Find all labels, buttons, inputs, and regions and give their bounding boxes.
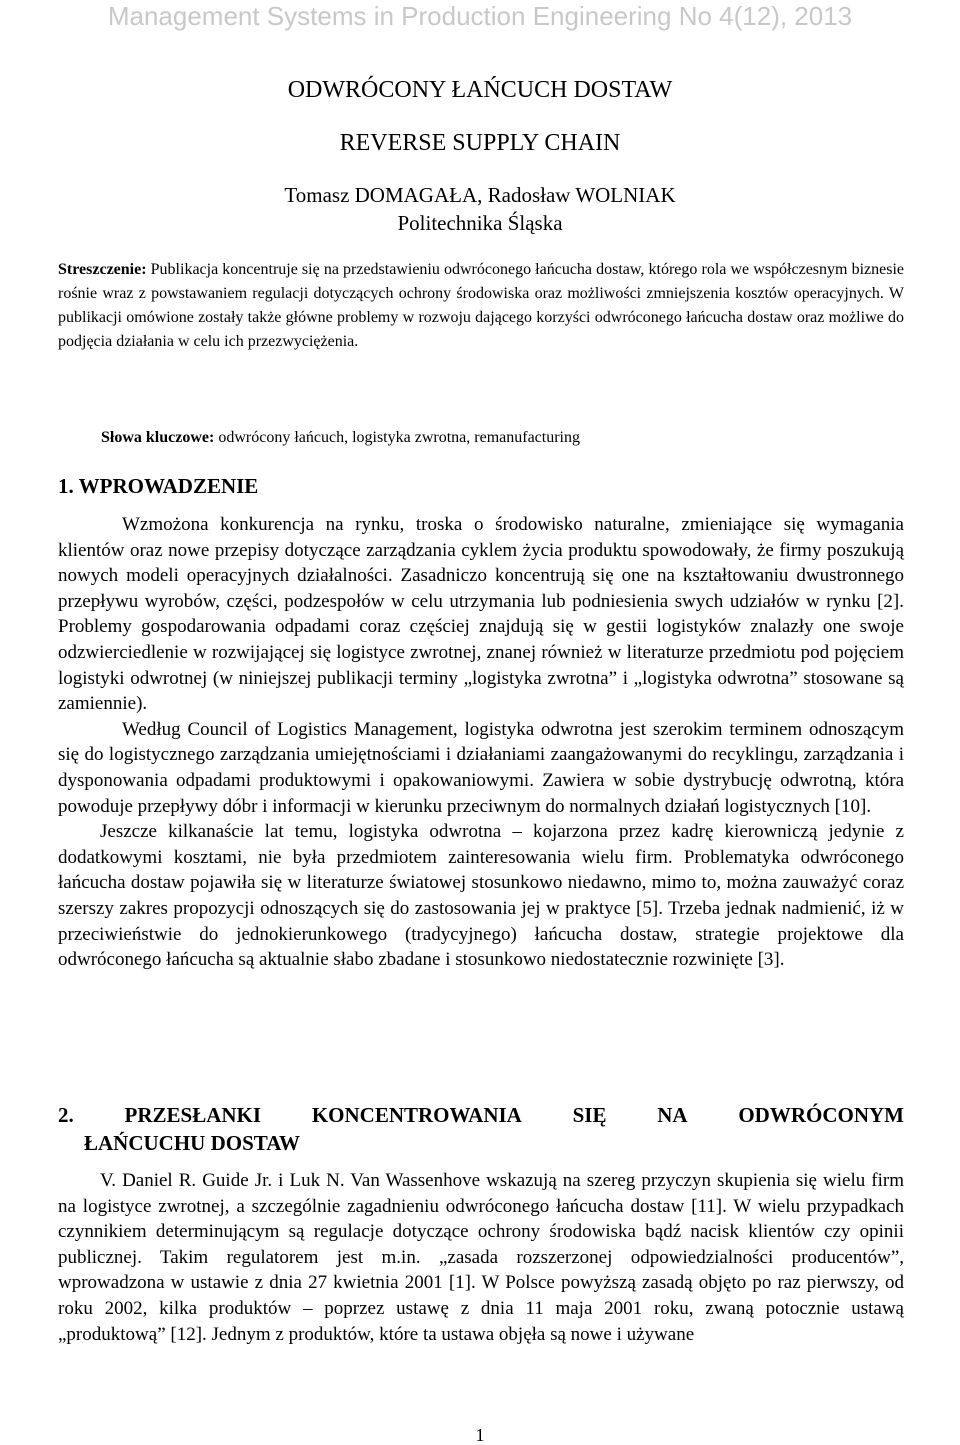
page-number: 1: [475, 1425, 485, 1445]
section-2-heading: [58, 1101, 904, 1157]
heading-word: KONCENTROWANIA: [311, 1103, 522, 1127]
paragraph: Według Council of Logistics Management, logistyka odwrotna jest szerokim terminem odnoszącym się do logistycznego zarządzania umiejętnościami i działaniami zaangażowanymi do recyklingu, zarządzania i dysponowania odpadami produktowymi i opakowaniowymi. Zawiera w sobie dystrybucję odwrotną, która powoduje przepływy dóbr i informacji w kierunku przeciwnym do normalnych działań logistycznych [10].: [58, 718, 904, 817]
paragraph: Jeszcze kilkanaście lat temu, logistyka odwrotna – kojarzona przez kadrę kierowniczą jedynie z dodatkowymi kosztami, nie była przedmiotem zainteresowania wielu firm. Problematyka odwróconego łańcucha dostaw pojawiła się w literaturze światowej stosunkowo niedawno, mimo to, można zauważyć coraz szerszy zakres propozycji odnoszących się do zastosowania jej w praktyce [5]. Trzeba jednak nadmienić, iż w przeciwieństwie do jednokierunkowego (tradycyjnego) łańcucha dostaw, strategie projektowe dla odwróconego łańcucha są aktualnie słabo zbadane i stosunkowo niedostatecznie rozwinięte [3].: [58, 821, 904, 971]
keywords-label: Słowa kluczowe:: [101, 429, 215, 446]
paper-title-polish: ODWRÓCONY ŁAŃCUCH DOSTAW: [287, 77, 673, 103]
authors: Tomasz DOMAGAŁA, Radosław WOLNIAK: [284, 183, 676, 207]
abstract: [58, 258, 904, 354]
keywords-text: odwrócony łańcuch, logistyka zwrotna, remanufacturing: [214, 429, 580, 446]
heading-line-2: ŁAŃCUCHU DOSTAW: [84, 1131, 301, 1155]
section-1-body: [58, 512, 904, 973]
heading-word: 2.: [58, 1103, 74, 1127]
keywords: [101, 426, 904, 450]
paragraph: Wzmożona konkurencja na rynku, troska o środowisko naturalne, zmieniające się wymagania klientów oraz nowe przepisy dotyczące zarządzania cyklem życia produktu spowodowały, że firmy poszukują nowych modeli operacyjnych działalności. Zasadniczo koncentrują się one na kształtowaniu dwustronnego przepływu wyrobów, części, podzespołów w celu utrzymania lub podniesienia swych udziałów w rynku [2]. Problemy gospodarowania odpadami coraz częściej znajdują się w gestii logistyków znalazły one swoje odzwierciedlenie w rozwijającej się logistyce zwrotnej, znanej również w literaturze przedmiotu pod pojęciem logistyki odwrotnej (w niniejszej publikacji terminy „logistyka zwrotna” i „logistyka odwrotna” stosowane są zamiennie).: [58, 514, 904, 715]
abstract-text: Publikacja koncentruje się na przedstawieniu odwróconego łańcucha dostaw, którego rola we współczesnym biznesie rośnie wraz z powstawaniem regulacji dotyczących ochrony środowiska oraz możliwości zmniejszenia kosztów operacyjnych. W publikacji omówione zostały także główne problemy w rozwoju dającego korzyści odwróconego łańcucha dostaw oraz możliwe do podjęcia działania w celu ich przezwyciężenia.: [58, 261, 904, 350]
journal-header: Management Systems in Production Engineering No 4(12), 2013: [107, 1, 853, 31]
heading-word: PRZESŁANKI: [124, 1103, 262, 1127]
section-2-body: [58, 1168, 904, 1347]
paper-title-english: REVERSE SUPPLY CHAIN: [339, 130, 621, 156]
heading-word: ODWRÓCONYM: [738, 1103, 904, 1127]
section-1-heading: 1. WPROWADZENIE: [58, 474, 259, 498]
abstract-label: Streszczenie:: [58, 261, 147, 278]
paragraph: V. Daniel R. Guide Jr. i Luk N. Van Wassenhove wskazują na szereg przyczyn skupienia się wielu firm na logistyce zwrotnej, a szczególnie zagadnieniu odwróconego łańcucha dostaw [11]. W wielu przypadkach czynnikiem determinującym są regulacje dotyczące ochrony środowiska bądź nacisk klientów czy opinii publicznej. Takim regulatorem jest m.in. „zasada rozszerzonej odpowiedzialności producentów”, wprowadzona w ustawie z dnia 27 kwietnia 2001 [1]. W Polsce powyższą zasadą objęto po raz pierwszy, od roku 2002, kilka produktów – poprzez ustawę z dnia 11 maja 2001 roku, zwaną potocznie ustawą „produktową” [12]. Jednym z produktów, które ta ustawa objęła są nowe i używane: [58, 1170, 904, 1345]
heading-word: SIĘ: [572, 1103, 607, 1127]
heading-word: NA: [657, 1103, 688, 1127]
affiliation: Politechnika Śląska: [397, 211, 563, 235]
